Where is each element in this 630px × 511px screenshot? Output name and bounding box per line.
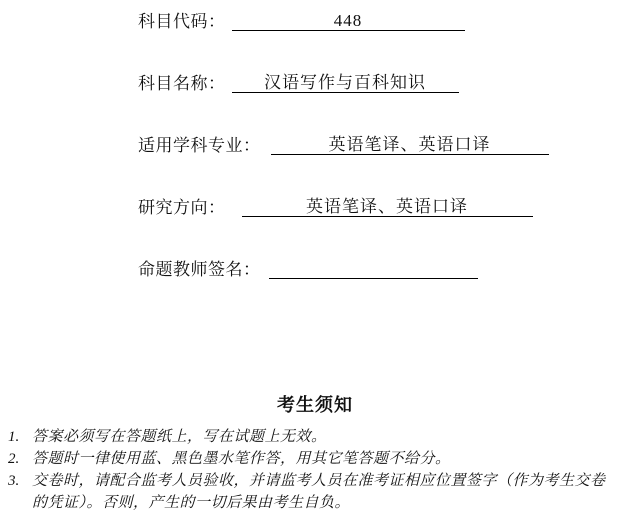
research-direction-label: 研究方向： bbox=[138, 198, 226, 217]
applicable-majors-label: 适用学科专业： bbox=[138, 136, 261, 155]
notice-item-text: 答题时一律使用蓝、黑色墨水笔作答，用其它笔答题不给分。 bbox=[32, 451, 451, 467]
notice-item-number: 1. bbox=[8, 429, 20, 445]
form-row-teacher-signature bbox=[138, 260, 630, 279]
form-row-research-direction bbox=[138, 198, 630, 217]
notice-item-1 bbox=[8, 426, 620, 448]
notice-item-3 bbox=[8, 470, 620, 511]
teacher-signature-blank-underline bbox=[269, 258, 478, 279]
subject-code-label: 科目代码： bbox=[138, 12, 226, 31]
notice-item-number: 2. bbox=[8, 451, 20, 467]
notice-title: 考生须知 bbox=[277, 395, 353, 415]
research-direction-value-underline: 英语笔译、英语口译 bbox=[242, 196, 533, 217]
form-row-subject-code bbox=[138, 12, 630, 31]
subject-name-label: 科目名称： bbox=[138, 74, 226, 93]
notice-item-2 bbox=[8, 448, 620, 470]
subject-name-value-underline: 汉语写作与百科知识 bbox=[232, 72, 459, 93]
notice-item-text: 答案必须写在答题纸上，写在试题上无效。 bbox=[32, 429, 327, 445]
notice-item-number: 3. bbox=[8, 473, 20, 489]
applicable-majors-value-underline: 英语笔译、英语口译 bbox=[271, 134, 549, 155]
subject-code-value-underline: 448 bbox=[232, 10, 465, 31]
teacher-signature-label: 命题教师签名： bbox=[138, 260, 261, 279]
notice-list bbox=[0, 426, 630, 511]
form-row-subject-name bbox=[138, 74, 630, 93]
notice-item-text: 交卷时，请配合监考人员验收，并请监考人员在准考证相应位置签字（作为考生交卷的凭证）。否则，产生的一切后果由考生自负。 bbox=[32, 473, 606, 511]
form-row-applicable-majors bbox=[138, 136, 630, 155]
